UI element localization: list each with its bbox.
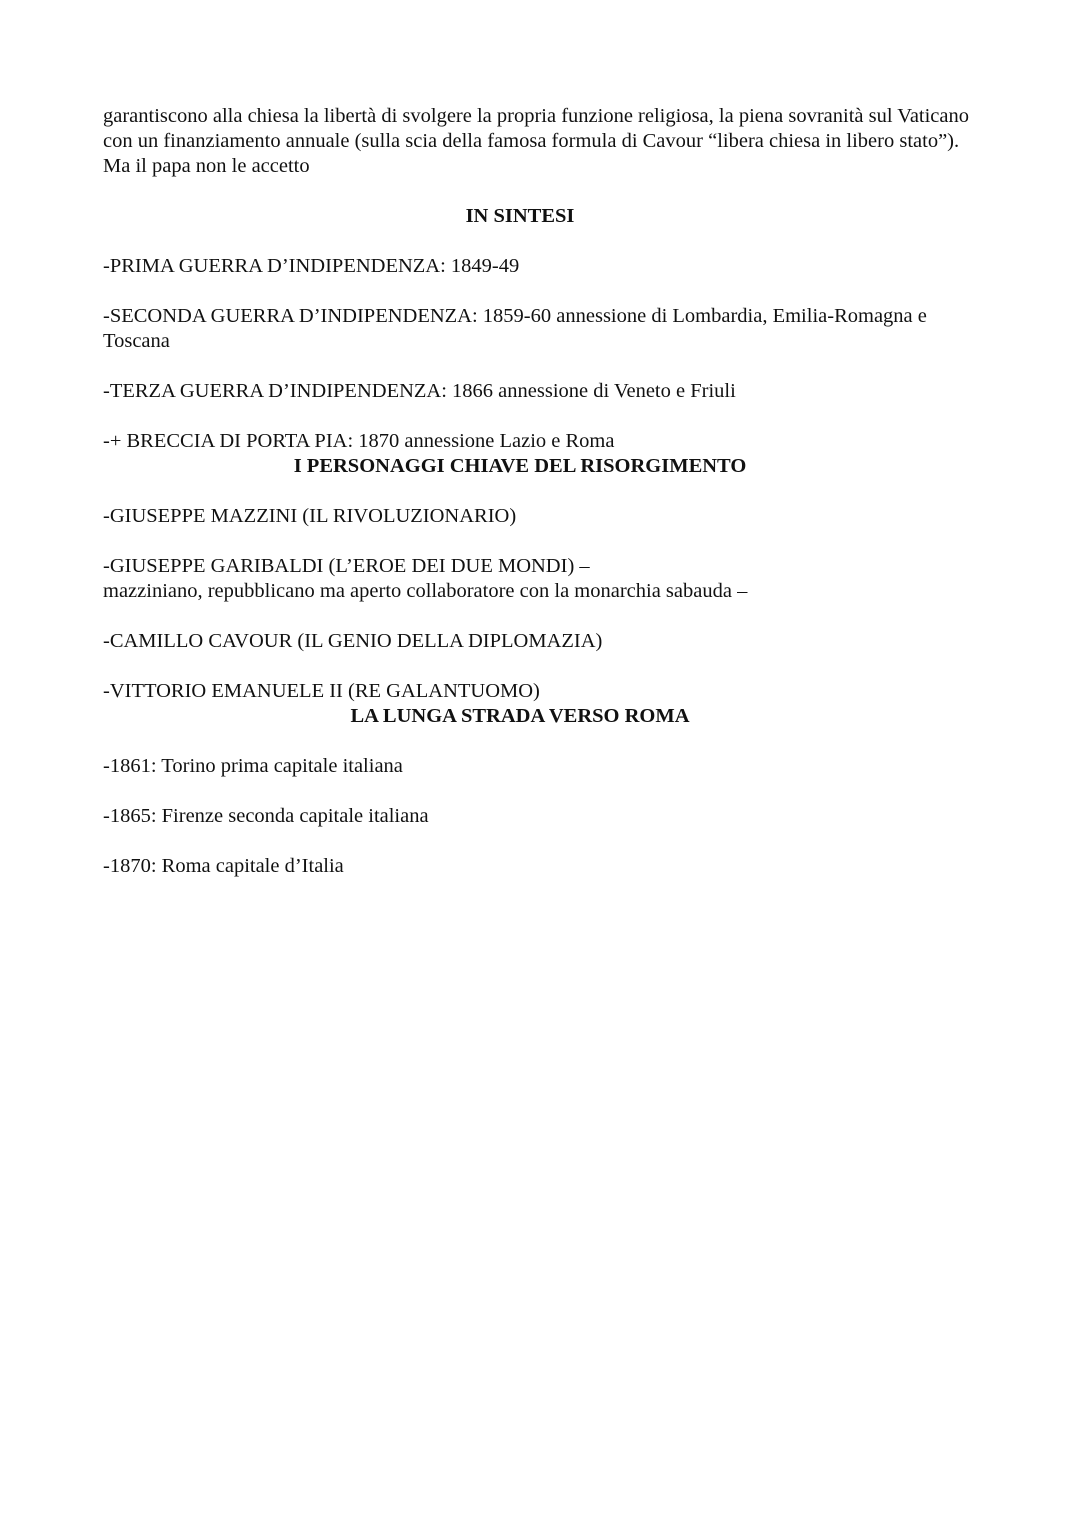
heading-in-sintesi: IN SINTESI [465, 205, 575, 227]
strada-item-firenze: -1865: Firenze seconda capitale italiana [103, 805, 429, 827]
personaggio-mazzini: -GIUSEPPE MAZZINI (IL RIVOLUZIONARIO) [103, 505, 517, 527]
strada-item-torino: -1861: Torino prima capitale italiana [103, 755, 403, 777]
sintesi-item-terza-guerra: -TERZA GUERRA D’INDIPENDENZA: 1866 annessione di Veneto e Friuli [103, 380, 736, 402]
document-content [103, 104, 983, 904]
personaggio-garibaldi-title: -GIUSEPPE GARIBALDI (L’EROE DEI DUE MONDI) – [103, 555, 590, 577]
sintesi-item-prima-guerra: -PRIMA GUERRA D’INDIPENDENZA: 1849-49 [103, 255, 520, 277]
personaggio-garibaldi-description: mazziniano, repubblicano ma aperto collaboratore con la monarchia sabauda – [103, 580, 748, 602]
personaggio-cavour: -CAMILLO CAVOUR (IL GENIO DELLA DIPLOMAZIA) [103, 630, 603, 652]
heading-lunga-strada: LA LUNGA STRADA VERSO ROMA [350, 705, 690, 727]
intro-paragraph: garantiscono alla chiesa la libertà di svolgere la propria funzione religiosa, la piena sovranità sul Vaticano con un finanziamento annuale (sulla scia della famosa formula di Cavour “libera chiesa in libero stato”). Ma il papa non le accetto [103, 105, 970, 177]
sintesi-item-seconda-guerra: -SECONDA GUERRA D’INDIPENDENZA: 1859-60 annessione di Lombardia, Emilia-Romagna e Toscana [103, 305, 927, 352]
strada-item-roma: -1870: Roma capitale d’Italia [103, 855, 344, 877]
personaggio-vittorio-emanuele: -VITTORIO EMANUELE II (RE GALANTUOMO) [103, 680, 540, 702]
personaggio-garibaldi [103, 554, 983, 604]
heading-personaggi-chiave: I PERSONAGGI CHIAVE DEL RISORGIMENTO [293, 455, 747, 477]
sintesi-item-breccia-porta-pia: -+ BRECCIA DI PORTA PIA: 1870 annessione Lazio e Roma [103, 430, 615, 452]
